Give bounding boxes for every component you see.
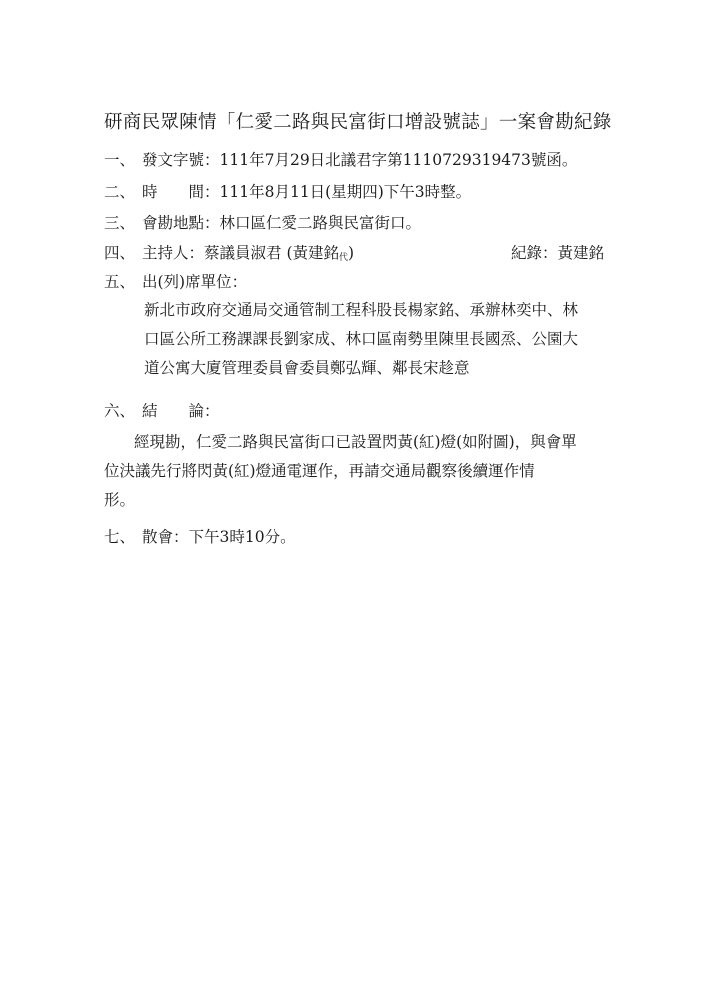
item-label: 主持人： (142, 244, 205, 262)
item-value-close: ) (348, 244, 355, 262)
recorder: 紀錄：黃建銘 (510, 244, 604, 262)
item-label: 出(列)席單位： (142, 273, 248, 291)
item-label: 發文字號： (142, 151, 220, 169)
conclusion-line: 位決議先行將閃黃(紅)燈通電運作，再請交通局觀察後續運作情 (104, 462, 535, 480)
item-document-number (104, 150, 577, 170)
item-location (104, 213, 421, 233)
item-value: 111年7月29日北議君字第1110729319473號函。 (219, 151, 578, 169)
item-number: 五、 (104, 273, 136, 291)
item-number: 三、 (104, 214, 136, 232)
item-value: 111年8月11日(星期四)下午3時整。 (219, 183, 472, 201)
item-host (104, 243, 604, 268)
item-time (104, 182, 471, 202)
item-adjourn (104, 527, 296, 547)
attendees-line: 口區公所工務課課長劉家成、林口區南勢里陳里長國烝、公園大 (144, 330, 579, 348)
item-value: 蔡議員淑君 (黃建銘 (204, 244, 339, 262)
item-value: 林口區仁愛二路與民富街口。 (219, 214, 422, 232)
conclusion-line: 形。 (104, 491, 136, 509)
item-label: 散會： (142, 528, 189, 546)
item-label: 結 論： (142, 402, 220, 420)
item-label: 會勘地點： (142, 214, 220, 232)
item-number: 六、 (104, 402, 136, 420)
item-number: 一、 (104, 151, 136, 169)
item-number: 七、 (104, 528, 136, 546)
item-label: 時 間： (142, 183, 220, 201)
item-attendees (104, 272, 247, 292)
attendees-line: 新北市政府交通局交通管制工程科股長楊家銘、承辦林奕中、林 (144, 301, 579, 319)
item-value: 下午3時10分。 (188, 528, 296, 546)
item-number: 四、 (104, 244, 136, 262)
item-conclusion (104, 401, 220, 421)
item-value-subscript: 代 (339, 253, 349, 263)
document-title: 研商民眾陳情「仁愛二路與民富街口增設號誌」一案會勘紀錄 (104, 112, 612, 133)
item-number: 二、 (104, 183, 136, 201)
conclusion-line: 經現勘，仁愛二路與民富街口已設置閃黃(紅)燈(如附圖)，與會單 (134, 433, 577, 451)
attendees-line: 道公寓大廈管理委員會委員鄭弘輝、鄰長宋趁意 (144, 359, 470, 377)
